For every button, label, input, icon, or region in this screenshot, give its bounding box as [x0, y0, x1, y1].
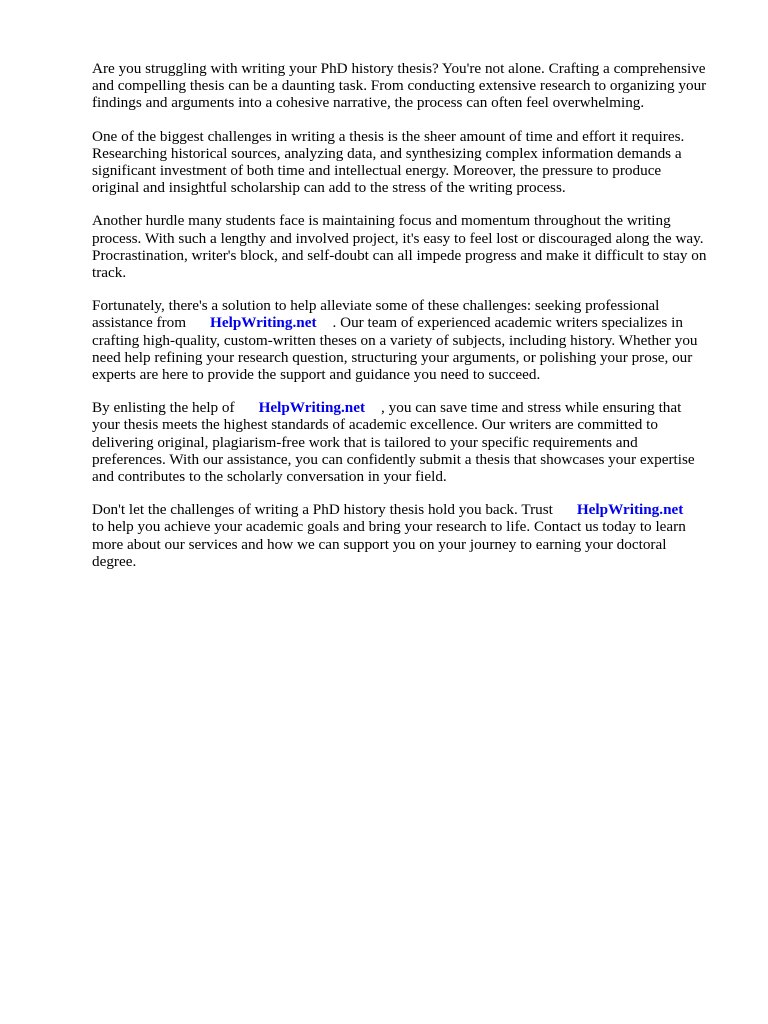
text-line-with-link [92, 399, 732, 416]
paragraph-hurdles [92, 212, 732, 281]
text-line: track. [92, 264, 127, 282]
text-line: Researching historical sources, analyzing data, and synthesizing complex information demands a [92, 144, 682, 162]
text-line: need help refining your research question, structuring your arguments, or polishing your prose, our [92, 348, 693, 366]
paragraph-enlisting [92, 399, 732, 485]
helpwriting-link[interactable]: HelpWriting.net [576, 501, 684, 519]
text-fragment: assistance from [92, 314, 187, 332]
paragraph-challenges [92, 128, 732, 197]
text-line: Procrastination, writer's block, and self-doubt can all impede progress and make it difficult to stay on [92, 246, 707, 264]
text-line-with-link [92, 314, 732, 331]
text-fragment: , you can save time and stress while ensuring that [381, 399, 682, 417]
text-line: preferences. With our assistance, you can confidently submit a thesis that showcases your expertise [92, 450, 695, 468]
text-line: significant investment of both time and intellectual energy. Moreover, the pressure to produce [92, 162, 662, 180]
text-line: original and insightful scholarship can add to the stress of the writing process. [92, 179, 566, 197]
text-line: to help you achieve your academic goals and bring your research to life. Contact us today to learn [92, 518, 686, 536]
paragraph-closing [92, 501, 732, 570]
text-line: Another hurdle many students face is maintaining focus and momentum throughout the writing [92, 212, 671, 230]
text-line: One of the biggest challenges in writing a thesis is the sheer amount of time and effort it requires. [92, 127, 685, 145]
text-fragment: By enlisting the help of [92, 399, 235, 417]
text-fragment: . Our team of experienced academic writers specializes in [332, 314, 683, 332]
paragraph-solution [92, 297, 732, 383]
text-line: and compelling thesis can be a daunting task. From conducting extensive research to organizing your [92, 77, 707, 95]
text-line: degree. [92, 552, 137, 570]
helpwriting-link[interactable]: HelpWriting.net [258, 399, 366, 417]
paragraph-intro [92, 60, 732, 112]
document-body [92, 60, 732, 586]
text-fragment: Don't let the challenges of writing a PhD history thesis hold you back. Trust [92, 501, 553, 519]
text-line: process. With such a lengthy and involved project, it's easy to feel lost or discouraged along the way. [92, 229, 704, 247]
text-line-with-link [92, 501, 732, 518]
text-line: experts are here to provide the support and guidance you need to succeed. [92, 366, 541, 384]
text-line: crafting high-quality, custom-written theses on a variety of subjects, including history. Whether you [92, 331, 698, 349]
helpwriting-link[interactable]: HelpWriting.net [210, 314, 317, 332]
text-line: Are you struggling with writing your PhD history thesis? You're not alone. Crafting a comprehensive [92, 60, 706, 77]
text-line: your thesis meets the highest standards of academic excellence. Our writers are committed to [92, 416, 658, 434]
text-line: and contributes to the scholarly conversation in your field. [92, 468, 447, 486]
text-line: Fortunately, there's a solution to help alleviate some of these challenges: seeking professional [92, 297, 660, 315]
text-line: findings and arguments into a cohesive narrative, the process can often feel overwhelming. [92, 94, 645, 112]
text-line: more about our services and how we can support you on your journey to earning your doctoral [92, 535, 667, 553]
text-line: delivering original, plagiarism-free work that is tailored to your specific requirements and [92, 433, 638, 451]
